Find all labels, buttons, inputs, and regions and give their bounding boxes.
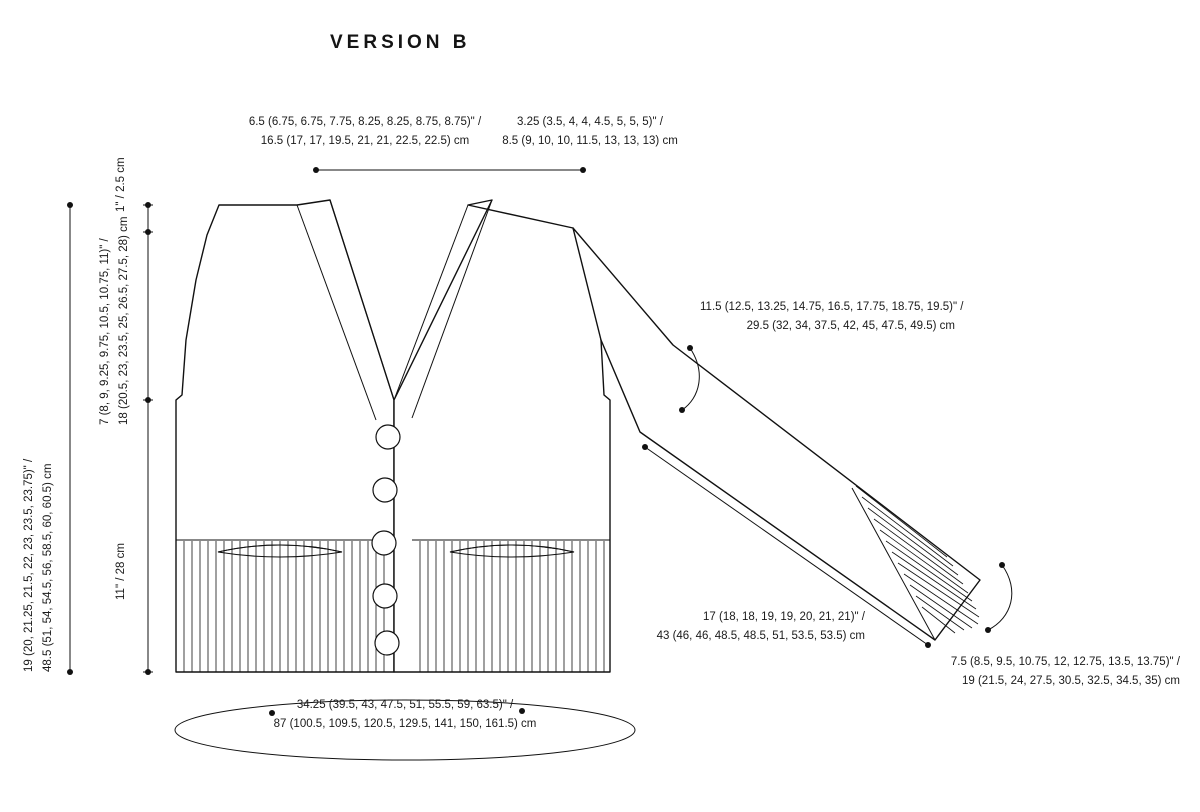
label-cuff: 7.5 (8.5, 9.5, 10.75, 12, 12.75, 13.5, 13.75)" / 19 (21.5, 24, 27.5, 30.5, 32.5, 34.5, 35) cm <box>950 656 1180 687</box>
label-body-below-arm: 11" / 28 cm <box>115 543 127 600</box>
label-neck-width: 3.25 (3.5, 4, 4, 4.5, 5, 5, 5)" / 8.5 (9, 10, 10, 11.5, 13, 13, 13) cm <box>502 116 678 147</box>
label-upper-arm: 17 (18, 18, 19, 19, 20, 21, 21)" / 43 (46, 46, 48.5, 48.5, 51, 53.5, 53.5) cm <box>656 611 865 642</box>
label-shoulder-drop: 1" / 2.5 cm <box>115 157 127 212</box>
label-sleeve-length: 11.5 (12.5, 13.25, 14.75, 16.5, 17.75, 18.75, 19.5)" / 29.5 (32, 34, 37.5, 42, 45, 47.5, 49.5) cm <box>700 301 964 332</box>
leader-cuff <box>985 562 1012 633</box>
page-title: VERSION B <box>330 32 471 53</box>
sleeve-outline <box>573 228 980 640</box>
label-armhole-depth: 7 (8, 9, 9.25, 9.75, 10.5, 10.75, 11)" / 18 (20.5, 23, 23.5, 25, 26.5, 27.5, 28) cm <box>99 216 130 425</box>
dimension-total-length <box>67 202 73 675</box>
dimension-upper-back-width <box>313 167 586 173</box>
label-total-length: 19 (20, 21.25, 21.5, 22, 23, 23.5, 23.75)" / 48.5 (51, 54, 54.5, 56, 58.5, 60, 60.5) cm <box>23 458 54 672</box>
label-upper-back-width: 6.5 (6.75, 6.75, 7.75, 8.25, 8.25, 8.75, 8.75)" / 16.5 (17, 17, 19.5, 21, 21, 22.5, 22.5) cm <box>248 116 482 147</box>
label-bust: 34.25 (39.5, 43, 47.5, 51, 55.5, 59, 63.5)" / 87 (100.5, 109.5, 120.5, 129.5, 141, 150, 161.5) cm <box>273 699 537 730</box>
dimension-vertical-segments <box>143 202 153 675</box>
